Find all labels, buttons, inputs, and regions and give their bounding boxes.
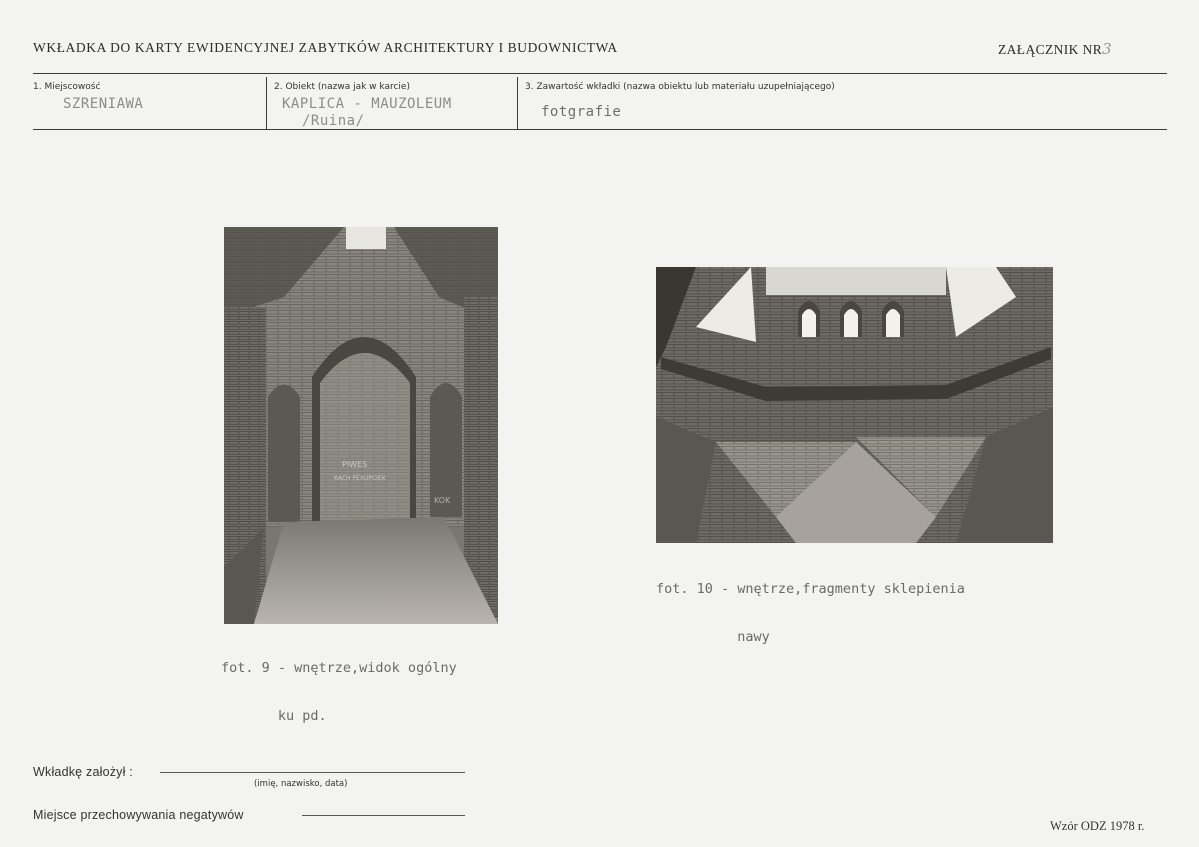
photo-10-caption-line2: nawy: [656, 629, 770, 645]
object-value-line2: /Ruina/: [302, 113, 365, 129]
attachment-number-handwritten: 3: [1102, 40, 1113, 58]
object-value-line1: KAPLICA - MAUZOLEUM: [282, 96, 452, 112]
header-bottom-rule: [33, 129, 1167, 130]
locality-value: SZRENIAWA: [63, 96, 144, 112]
photo-9-interior-general-view: [224, 227, 498, 624]
attachment-number: [998, 40, 1112, 58]
photo-9-caption-line2: ku pd.: [221, 708, 327, 724]
object-label: 2. Obiekt (nazwa jak w karcie): [274, 82, 410, 92]
content-label: 3. Zawartość wkładki (nazwa obiektu lub materiału uzupełniającego): [525, 82, 835, 92]
form-version: Wzór ODZ 1978 r.: [1050, 819, 1145, 833]
attachment-label: ZAŁĄCZNIK NR: [998, 42, 1103, 57]
photo-10-image: [656, 267, 1053, 543]
photo-9-image: [224, 227, 498, 624]
header-top-rule: [33, 73, 1167, 74]
created-by-sublabel: (imię, nazwisko, data): [254, 779, 348, 789]
created-by-label: Wkładkę założył :: [33, 765, 133, 779]
field-divider-2: [517, 77, 518, 129]
photo-10-vault-fragments: [656, 267, 1053, 543]
field-divider-1: [266, 77, 267, 129]
svg-text:KACH PEXUPCIEK: KACH PEXUPCIEK: [334, 475, 386, 482]
photo-9-caption-line1: fot. 9 - wnętrze,widok ogólny: [221, 660, 457, 676]
created-by-line: [160, 772, 465, 773]
photo-10-caption-line1: fot. 10 - wnętrze,fragmenty sklepienia: [656, 581, 965, 597]
locality-label: 1. Miejscowość: [33, 82, 101, 92]
photo-9-caption: [221, 628, 457, 756]
negatives-storage-label: Miejsce przechowywania negatywów: [33, 808, 244, 822]
svg-text:KOK: KOK: [434, 496, 451, 505]
photo-10-caption: [656, 549, 965, 677]
svg-text:PIWES: PIWES: [342, 460, 368, 469]
form-title: WKŁADKA DO KARTY EWIDENCYJNEJ ZABYTKÓW ARCHITEKTURY I BUDOWNICTWA: [33, 40, 618, 55]
content-value: fotgrafie: [541, 104, 622, 120]
negatives-storage-line: [302, 815, 465, 816]
